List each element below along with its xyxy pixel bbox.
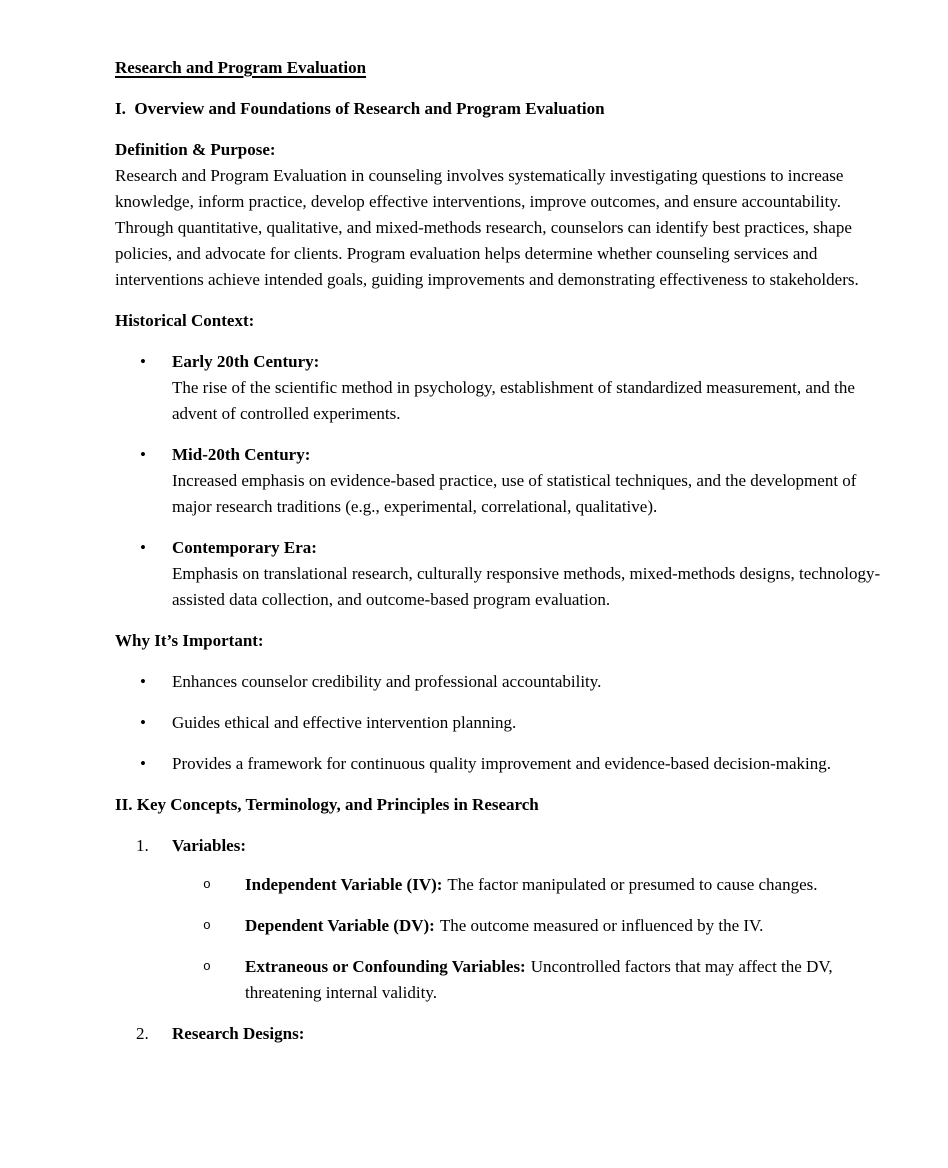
bullet-icon: •	[140, 713, 146, 732]
circle-bullet-icon: o	[203, 918, 211, 933]
historical-context-label: Historical Context:	[115, 311, 255, 330]
list-item-text: Guides ethical and effective intervention planning.	[172, 713, 517, 732]
circle-bullet-icon: o	[203, 877, 211, 892]
bullet-icon: •	[140, 538, 146, 557]
list-item-description: The rise of the scientific method in psychology, establishment of standardized measurement, and the advent of controlled experiments.	[172, 378, 855, 423]
sub-item-term: Dependent Variable (DV):	[245, 916, 435, 935]
key-concepts-list	[115, 833, 888, 1047]
bullet-icon: •	[140, 672, 146, 691]
list-item-text: Provides a framework for continuous quality improvement and evidence-based decision-making.	[172, 754, 832, 773]
list-item-early-20th-century	[115, 349, 888, 427]
circle-bullet-icon: o	[203, 959, 211, 974]
definition-purpose-block	[115, 137, 888, 293]
sub-item-term: Independent Variable (IV):	[245, 875, 443, 894]
why-its-important-label: Why It’s Important:	[115, 631, 264, 650]
list-item-text: Enhances counselor credibility and professional accountability.	[172, 672, 602, 691]
sub-item-dependent-variable	[172, 913, 888, 939]
bullet-icon: •	[140, 754, 146, 773]
definition-purpose-text: Research and Program Evaluation in counseling involves systematically investigating questions to increase knowledge, inform practice, develop effective interventions, improve outcomes, and ensure accountability. Through quantitative, qualitative, and mixed-methods research, counselors can identify best practices, shape policies, and advocate for clients. Program evaluation helps determine whether counseling services and interventions achieve intended goals, guiding improvements and demonstrating effectiveness to stakeholders.	[115, 166, 859, 289]
list-item	[115, 751, 888, 777]
sub-item-description: The outcome measured or influenced by the IV.	[439, 916, 764, 935]
document-title: Research and Program Evaluation	[115, 58, 367, 77]
numbered-item-term: Variables:	[172, 836, 246, 855]
list-item-mid-20th-century	[115, 442, 888, 520]
sub-item-description: Uncontrolled factors that may affect the DV, threatening internal validity.	[245, 957, 833, 1002]
variables-sublist	[172, 872, 888, 1006]
list-item-contemporary-era	[115, 535, 888, 613]
list-item-description: Increased emphasis on evidence-based practice, use of statistical techniques, and the development of major research traditions (e.g., experimental, correlational, qualitative).	[172, 471, 857, 516]
bullet-icon: •	[140, 445, 146, 464]
numbered-item-variables	[115, 833, 888, 1006]
definition-purpose-label: Definition & Purpose:	[115, 140, 276, 159]
sub-item-independent-variable	[172, 872, 888, 898]
sub-item-term: Extraneous or Confounding Variables:	[245, 957, 526, 976]
section-2-heading: II. Key Concepts, Terminology, and Principles in Research	[115, 795, 539, 814]
bullet-icon: •	[140, 352, 146, 371]
item-number: 1.	[136, 836, 149, 855]
numbered-item-term: Research Designs:	[172, 1024, 305, 1043]
numbered-item-research-designs	[115, 1021, 888, 1047]
why-its-important-list	[115, 669, 888, 777]
list-item	[115, 669, 888, 695]
item-number: 2.	[136, 1024, 149, 1043]
historical-context-list	[115, 349, 888, 613]
list-item-description: Emphasis on translational research, culturally responsive methods, mixed-methods designs, technology-assisted data collection, and outcome-based program evaluation.	[172, 564, 881, 609]
section-1-heading: I. Overview and Foundations of Research and Program Evaluation	[115, 99, 605, 118]
list-item	[115, 710, 888, 736]
sub-item-extraneous-variables	[172, 954, 888, 1006]
list-item-term: Mid-20th Century:	[172, 445, 311, 464]
sub-item-description: The factor manipulated or presumed to cause changes.	[447, 875, 818, 894]
list-item-term: Early 20th Century:	[172, 352, 320, 371]
list-item-term: Contemporary Era:	[172, 538, 317, 557]
